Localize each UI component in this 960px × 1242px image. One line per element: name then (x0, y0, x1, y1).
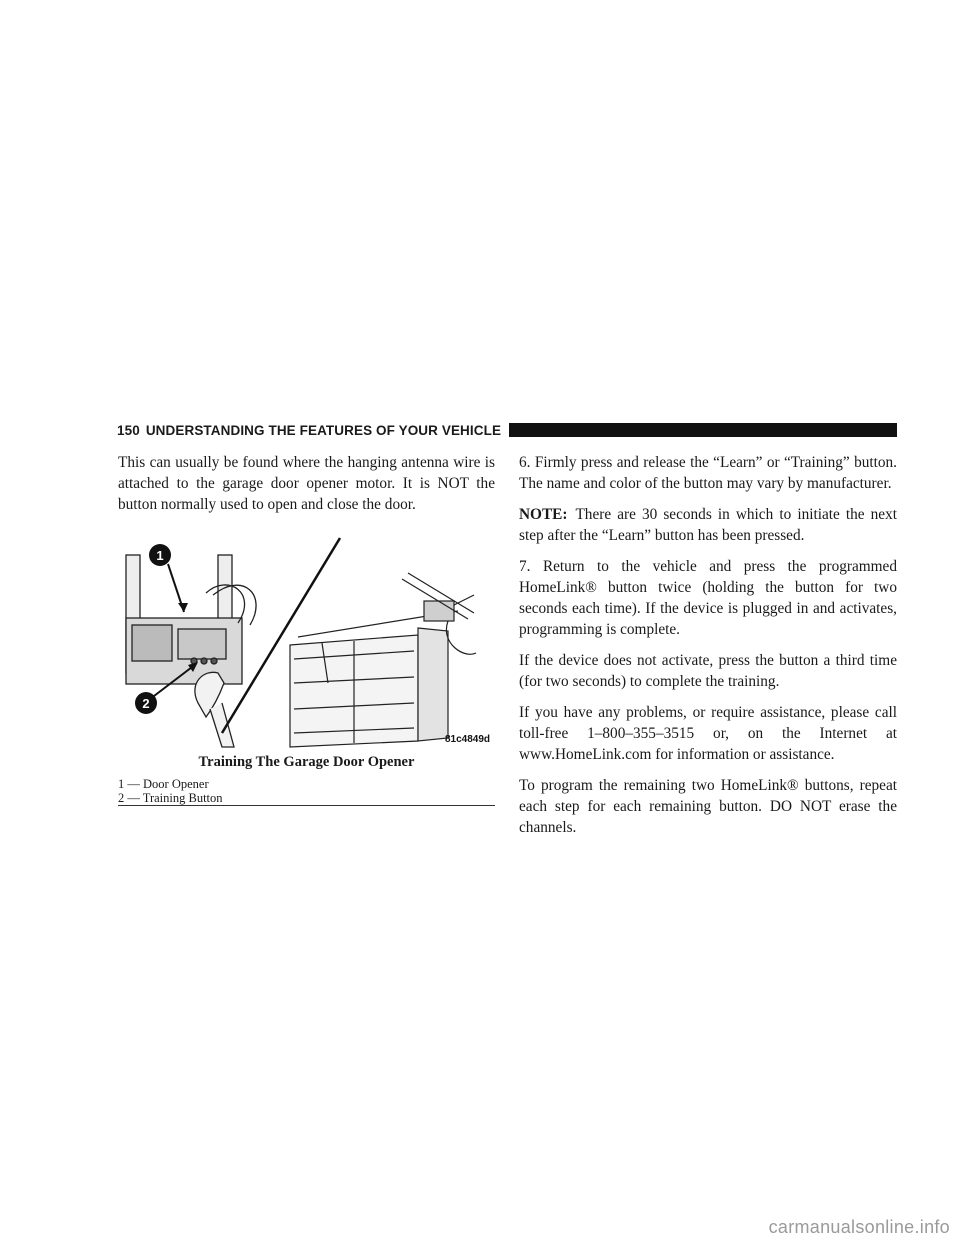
assistance-paragraph: If you have any problems, or require assistance, please call toll-free 1–800–355–3515 or, on the Internet at www.HomeLink.com for information or assistance. (519, 704, 897, 763)
legend-item-training-button: 2 — Training Button (118, 791, 223, 805)
watermark: carmanualsonline.info (768, 1217, 950, 1237)
page-number: 150 (117, 422, 140, 438)
figure-legend (118, 777, 495, 805)
step-6-paragraph: 6. Firmly press and release the “Learn” or “Training” button. The name and color of the button may vary by manufacturer. (519, 454, 897, 492)
note-text: There are 30 seconds in which to initiate the next step after the “Learn” button has been pressed. (519, 506, 897, 544)
intro-paragraph: This can usually be found where the hanging antenna wire is attached to the garage door opener motor. It is NOT the button normally used to open and close the door. (118, 454, 495, 513)
garage-door-drawing (290, 573, 476, 747)
garage-opener-illustration (118, 533, 495, 755)
legend-item-door-opener: 1 — Door Opener (118, 777, 209, 791)
callout-1-label: 1 (156, 548, 164, 563)
remaining-buttons-paragraph: To program the remaining two HomeLink® buttons, repeat each step for each remaining button. DO NOT erase the channels. (519, 777, 897, 836)
step-7-paragraph: 7. Return to the vehicle and press the programmed HomeLink® button twice (holding the button for two seconds each time). If the device is plugged in and activates, programming is complete. (519, 558, 897, 638)
section-title: UNDERSTANDING THE FEATURES OF YOUR VEHICLE (145, 422, 502, 438)
opener-unit-drawing (126, 555, 256, 747)
figure-code: 81c4849d (444, 734, 490, 745)
header-rule (509, 423, 897, 437)
note-paragraph (519, 504, 897, 546)
legend-rule (118, 805, 495, 806)
note-label: NOTE: (519, 506, 568, 523)
right-column (519, 452, 897, 848)
not-activate-paragraph: If the device does not activate, press the button a third time (for two seconds) to complete the training. (519, 652, 897, 690)
left-column (118, 452, 495, 525)
page-header (117, 421, 897, 439)
figure-caption-title: Training The Garage Door Opener (198, 754, 415, 770)
callout-2-label: 2 (142, 696, 150, 711)
